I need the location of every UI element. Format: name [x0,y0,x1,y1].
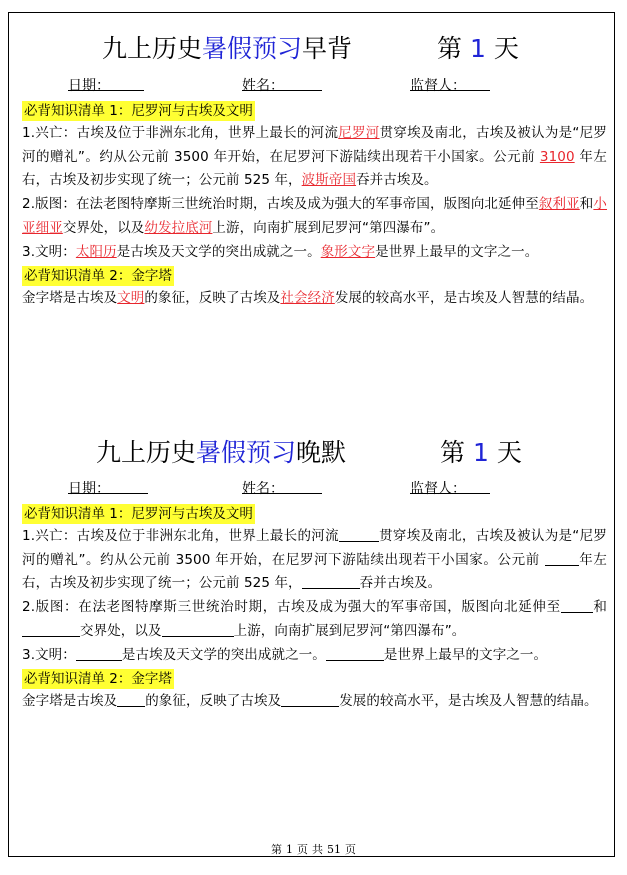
text: 上游，向南扩展到尼罗河“第四瀑布”。 [212,219,445,236]
morning-paragraph-civilization [22,241,607,265]
fill-blank[interactable] [545,551,579,566]
page-number: 1 [286,843,293,856]
fill-blank[interactable] [302,574,360,589]
footer-text: 第 [271,843,282,856]
day-counter [440,433,522,473]
evening-paragraph-civilization [22,644,607,668]
title-suffix: 早背 [302,34,353,63]
text: 交界处，以及 [62,219,145,236]
text: 吞并古埃及。 [359,575,442,591]
text: 交界处，以及 [80,622,162,639]
text: 是古埃及天文学的突出成就之一。 [116,244,321,260]
text: 3.文明： [22,244,76,260]
text: 发展的较高水平，是古埃及人智慧的结晶。 [339,693,598,709]
text: 的象征，反映了古埃及 [144,290,281,306]
text: 金字塔是古埃及 [22,290,118,306]
morning-title [0,29,627,69]
morning-paragraph-pyramid [22,287,607,311]
date-label: 日期： [68,78,110,94]
keyword: 象形文字 [320,244,376,260]
fill-blank[interactable] [561,598,593,613]
evening-list1-heading: 必背知识清单 1：尼罗河与古埃及文明 [24,506,253,522]
name-field[interactable] [242,76,322,91]
text: 的象征，反映了古埃及 [145,693,282,709]
text: 年左右，古埃及初步实现了统一；公元前 525 年， [22,148,608,188]
keyword: 叙利亚 [538,196,580,212]
text: 贯穿埃及南北，古埃及被认为是“尼罗河的赠礼”。约从公元前 3500 年开始，在尼罗河下游陆续出现若干小国家。公元前 [22,125,608,165]
page-footer [0,843,627,857]
keyword: 小亚细亚 [22,196,607,236]
name-field[interactable] [242,479,322,494]
evening-meta-row [0,479,627,499]
fill-blank[interactable] [326,646,384,661]
title-highlight: 暑假预习 [202,34,303,63]
text: 1.兴亡：古埃及位于非洲东北角，世界上最长的河流 [22,528,339,544]
text: 金字塔是古埃及 [22,693,118,709]
name-label: 姓名： [242,78,284,94]
date-label: 日期： [68,481,110,497]
day-prefix: 第 [440,438,466,467]
morning-paragraph-rise-fall [22,122,607,193]
text: 2.版图：在法老图特摩斯三世统治时期，古埃及成为强大的军事帝国，版图向北延伸至 [22,196,539,212]
fill-blank[interactable] [117,692,145,707]
fill-blank[interactable] [281,692,339,707]
keyword: 波斯帝国 [301,172,357,188]
day-counter [437,29,519,69]
evening-paragraph-rise-fall [22,525,607,596]
text: 是世界上最早的文字之一。 [375,244,539,260]
text: 吞并古埃及。 [356,172,438,188]
title-prefix: 九上历史 [102,34,203,63]
evening-list2-heading: 必背知识清单 2：金字塔 [24,671,172,687]
text: 上游，向南扩展到尼罗河“第四瀑布”。 [233,622,466,639]
text: 和 [592,599,607,615]
keyword: 尼罗河 [338,125,380,141]
text: 是世界上最早的文字之一。 [383,647,548,663]
date-field[interactable] [68,76,144,91]
day-suffix: 天 [493,34,519,63]
morning-list2-heading: 必背知识清单 2：金字塔 [24,268,172,284]
title-highlight: 暑假预习 [196,438,297,467]
fill-blank[interactable] [76,646,122,661]
fill-blank[interactable] [22,622,80,637]
supervisor-label: 监督人： [410,481,466,497]
morning-paragraph-territory [22,193,607,240]
total-pages: 51 [327,843,341,856]
keyword: 太阳历 [75,244,117,260]
evening-paragraph-territory [22,596,607,643]
morning-list1-heading: 必背知识清单 1：尼罗河与古埃及文明 [24,103,253,119]
evening-paragraph-pyramid [22,690,607,714]
day-number: 1 [472,438,489,467]
name-label: 姓名： [242,481,284,497]
title-prefix: 九上历史 [96,438,197,467]
supervisor-field[interactable] [410,76,490,91]
text: 贯穿埃及南北，古埃及被认为是“尼罗河的赠礼”。约从公元前 3500 年开始，在尼罗河下游陆续出现若干小国家。公元前 [22,528,607,568]
text: 发展的较高水平，是古埃及人智慧的结晶。 [334,290,594,306]
text: 1.兴亡：古埃及位于非洲东北角，世界上最长的河流 [22,125,339,141]
keyword: 文明 [117,290,145,306]
footer-text: 页 [297,843,308,856]
footer-text: 共 [312,843,323,856]
supervisor-label: 监督人： [410,78,466,94]
text: 3.文明： [22,647,76,663]
day-number: 1 [469,34,486,63]
day-suffix: 天 [496,438,522,467]
text: 2.版图：在法老图特摩斯三世统治时期，古埃及成为强大的军事帝国，版图向北延伸至 [22,599,561,615]
day-prefix: 第 [437,34,463,63]
keyword: 3100 [539,148,575,165]
text: 是古埃及天文学的突出成就之一。 [121,647,326,663]
text: 年左右，古埃及初步实现了统一；公元前 525 年， [22,551,608,591]
text: 和 [579,196,594,212]
keyword: 幼发拉底河 [144,219,213,236]
evening-title [0,433,627,473]
fill-blank[interactable] [162,622,234,637]
keyword: 社会经济 [280,290,335,306]
morning-meta-row [0,76,627,96]
footer-text: 页 [345,843,356,856]
fill-blank[interactable] [339,527,379,542]
title-suffix: 晚默 [296,438,347,467]
supervisor-field[interactable] [410,479,490,494]
date-field[interactable] [68,479,148,494]
